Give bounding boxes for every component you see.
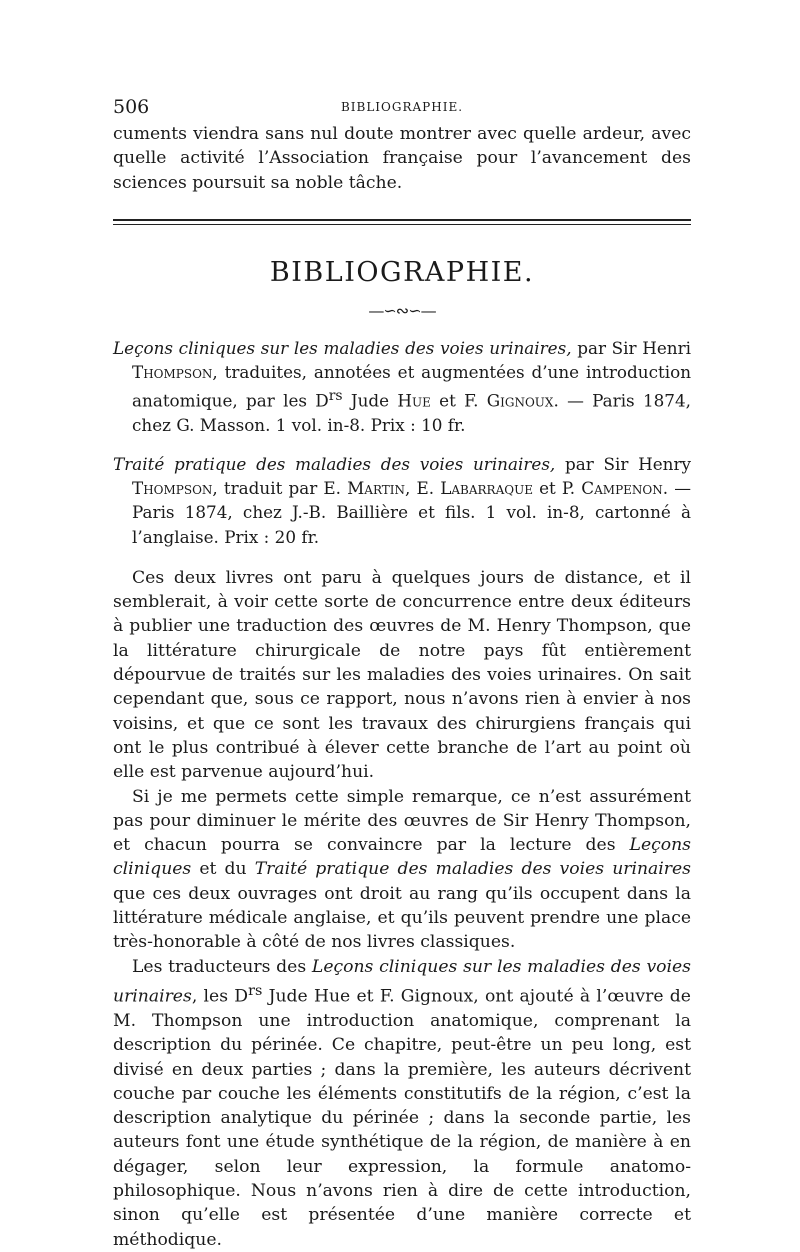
reference-text: et P. <box>532 477 582 498</box>
paragraph-text: , les D <box>191 986 249 1007</box>
running-head <box>113 96 691 122</box>
reference-entry-1 <box>113 336 691 438</box>
author-name: Thompson <box>132 477 213 498</box>
section-title: BIBLIOGRAPHIE. <box>269 256 535 288</box>
reference-text: , E. <box>405 477 441 498</box>
author-name: Labarraque <box>440 477 533 498</box>
reference-text: . — Paris 1874, chez J.-B. Baillière et fils. 1 vol. in-8, cartonné à l’anglaise. Prix : 20 fr. <box>132 477 692 547</box>
superscript: rs <box>328 388 343 405</box>
reference-text: par Sir Henri <box>571 337 691 358</box>
reference-text: par Sir Henry <box>555 453 691 474</box>
thick-rule <box>113 219 691 221</box>
reference-title: Leçons cliniques sur les maladies des voies urinaires, <box>113 337 572 358</box>
reference-entry-2 <box>113 452 691 549</box>
author-name: Campenon <box>581 477 663 498</box>
paragraph-2 <box>113 785 691 955</box>
paragraph-1: Ces deux livres ont paru à quelques jours de distance, et il semblerait, à voir cette sorte de concurrence entre deux éditeurs à publier une traduction des œuvres de M. Henry Thompson, que la littérature chirurgicale de notre pays fût entièrement dépourvue de traités sur les maladies des voies urinaires. On sait cependant que, sous ce rapport, nous n’avons rien à envier à nos voisins, et que ce sont les travaux des chirurgiens français qui ont le plus contribué à élever cette branche de l’art au point où elle est parvenue aujourd’hui. <box>113 567 691 783</box>
reference-text: Jude <box>342 391 398 412</box>
reference-title: Traité pratique des maladies des voies urinaires, <box>113 453 556 474</box>
italic-title: Leçons cliniques sur les maladies des voies urinaires <box>113 956 691 1007</box>
reference-text: et F. <box>430 391 487 412</box>
paragraph-text: Les traducteurs des <box>132 956 312 977</box>
italic-title: Traité pratique des maladies des voies urinaires <box>254 859 691 880</box>
author-name: Hue <box>397 391 431 412</box>
page-number: 506 <box>113 96 150 118</box>
double-rule-divider <box>113 217 691 229</box>
paragraph-text: Jude Hue et F. Gignoux, ont ajouté à l’œuvre de M. Thompson une introduction anatomique, comprenant la description du périnée. Ce chapitre, peut-être un peu long, est divisé en deux parties ; dans la première, les auteurs décrivent couche par couche les éléments constitutifs de la région, c’est la description analytique du périnée ; dans la seconde partie, les auteurs font une étude synthétique de la région, de manière à en dégager, selon leur expression, la formule anatomo-philosophique. Nous n’avons rien à dire de cette introduction, sinon qu’elle est présentée d’une manière correcte et méthodique. <box>113 986 691 1250</box>
italic-title: Leçons cliniques <box>113 835 691 880</box>
review-body <box>113 566 691 1252</box>
paragraph-text: Si je me permets cette simple remarque, ce n’est assurément pas pour diminuer le mérite des œuvres de Sir Henry Thompson, et chacun pourra se convaincre par la lecture des <box>113 786 691 856</box>
author-name: Martin <box>347 477 406 498</box>
paragraph-text: et du <box>191 859 255 880</box>
reference-text: . — Paris 1874, chez G. Masson. 1 vol. in-8. Prix : 10 fr. <box>132 391 691 436</box>
book-page <box>113 96 691 1252</box>
paragraph-text: que ces deux ouvrages ont droit au rang qu’ils occupent dans la littérature médicale anglaise, et qu’ils peuvent prendre une place très-honorable à côté de nos livres classiques. <box>113 883 691 953</box>
reference-text: , traduites, annotées et augmentées d’une introduction anatomique, par les D <box>132 362 691 412</box>
ornament-flourish: —∽∾∽— <box>368 300 436 320</box>
author-name: Gignoux <box>486 391 554 412</box>
intro-text: cuments viendra sans nul doute montrer avec quelle ardeur, avec quelle activité l’Association française pour l’avancement des sciences poursuit sa noble tâche. <box>113 124 691 193</box>
reference-text: , traduit par E. <box>212 477 348 498</box>
running-title: BIBLIOGRAPHIE. <box>340 100 464 114</box>
intro-paragraph <box>113 122 691 195</box>
paragraph-3 <box>113 955 691 1252</box>
thin-rule <box>113 224 691 225</box>
superscript: rs <box>248 982 263 999</box>
author-name: Thompson <box>132 362 213 383</box>
